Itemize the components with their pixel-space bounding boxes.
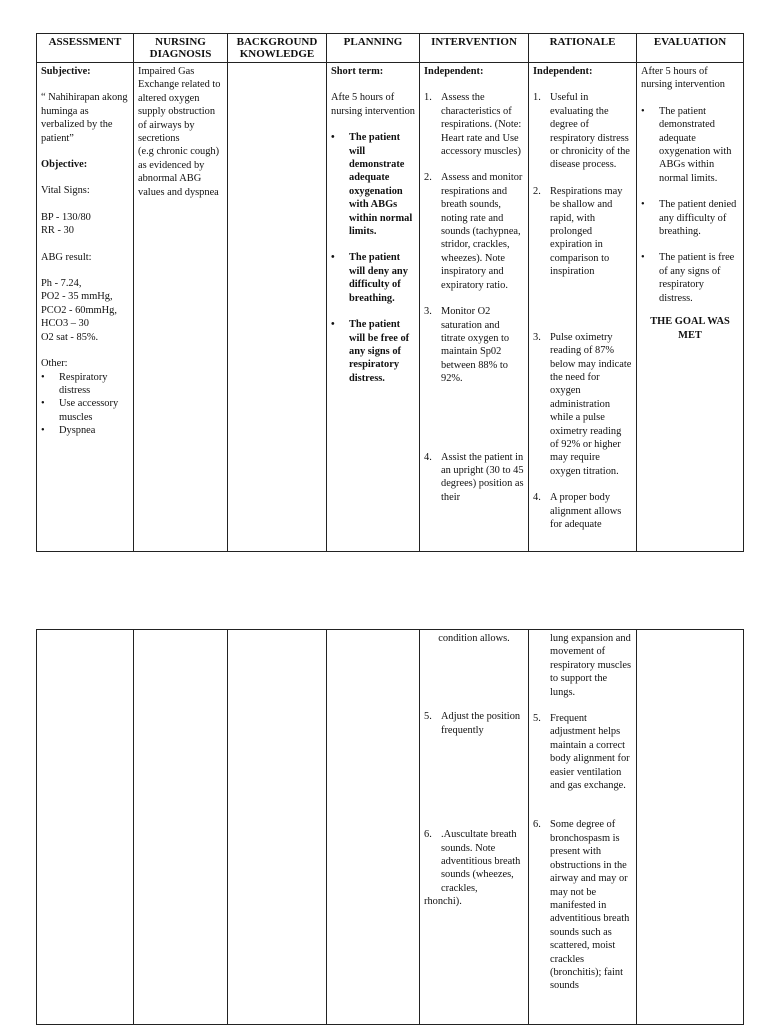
- planning-cell: [327, 630, 420, 1025]
- care-plan-table-page-2: [36, 629, 744, 1025]
- vital-rr: RR - 30: [41, 225, 74, 237]
- abg-ph: Ph - 7.24,: [41, 278, 82, 290]
- evaluation-intro: After 5 hours of nursing intervention: [641, 66, 725, 91]
- diagnosis-example: (e.g chronic cough) as evidenced by abnormal ABG values and dyspnea: [138, 146, 220, 198]
- other-label: Other:: [41, 358, 68, 370]
- rationale-cell: [529, 630, 637, 1025]
- rationale-item: 6. Some degree of bronchospasm is present with obstructions in the airway and may or may not be manifested in adventitious breath sounds such as scattered, moist crackles (bronchitis); faint sounds: [533, 819, 630, 992]
- intervention-item: 6. .Auscultate breath sounds. Note adventitious breath sounds (wheezes, crackles,: [424, 829, 521, 894]
- list-item: • Respiratory distress: [41, 371, 108, 396]
- intervention-item: 2. Assess and monitor respirations and breath sounds, noting rate and sounds (tachypnea, stridor, crackles, wheezes). Note inspiratory and expiratory ratio.: [424, 172, 523, 291]
- body-row-continued: [37, 630, 744, 1025]
- intervention-cell: [420, 63, 529, 552]
- planning-cell: [327, 63, 420, 552]
- col-header-rationale: RATIONALE: [529, 34, 637, 63]
- assessment-cell: [37, 63, 134, 552]
- col-header-assessment: ASSESSMENT: [37, 34, 134, 63]
- abg-o2sat: O2 sat - 85%.: [41, 331, 99, 343]
- nursing-diagnosis-cell: [134, 630, 228, 1025]
- nursing-diagnosis-cell: [134, 63, 228, 552]
- background-knowledge-cell: [228, 63, 327, 552]
- care-plan-table-page-1: [36, 33, 744, 552]
- col-header-evaluation: EVALUATION: [637, 34, 744, 63]
- planning-goal: • The patient will demonstrate adequate oxygenation with ABGs within normal limits.: [331, 132, 413, 238]
- body-row: [37, 63, 744, 552]
- rationale-item: 3. Pulse oximetry reading of 87% below may indicate the need for oxygen administration while a pulse oximetry reading of 92% or higher may require oxygen titration.: [533, 331, 632, 477]
- planning-goal: • The patient will deny any difficulty of breathing.: [331, 252, 408, 304]
- list-item: • Dyspnea: [41, 425, 96, 437]
- vital-bp: BP - 130/80: [41, 211, 91, 223]
- col-header-nursing-diagnosis: NURSING DIAGNOSIS: [134, 34, 228, 63]
- goal-status: THE GOAL WAS MET: [650, 316, 730, 341]
- rationale-item: 5. Frequent adjustment helps maintain a correct body alignment for easier ventilation and gas exchange.: [533, 713, 630, 792]
- intervention-cell: [420, 630, 529, 1025]
- evaluation-item: • The patient is free of any signs of respiratory distress.: [641, 252, 735, 304]
- col-header-planning: PLANNING: [327, 34, 420, 63]
- col-header-intervention: INTERVENTION: [420, 34, 529, 63]
- evaluation-item: • The patient denied any difficulty of breathing.: [641, 199, 737, 238]
- evaluation-cell: [637, 63, 744, 552]
- diagnosis-text: Impaired Gas Exchange related to altered oxygen supply obstruction of airways by secretions: [138, 66, 221, 145]
- intervention-item: 4. Assist the patient in an upright (30 to 45 degrees) position as their: [424, 451, 524, 503]
- list-item: • Use accessory muscles: [41, 398, 119, 423]
- rationale-item: 1. Useful in evaluating the degree of respiratory distress or chronicity of the disease process.: [533, 92, 630, 171]
- objective-label: Objective:: [41, 159, 88, 171]
- abg-po2: PO2 - 35 mmHg,: [41, 291, 113, 303]
- intervention-item: 5. Adjust the position frequently: [424, 711, 521, 736]
- subjective-label: Subjective:: [41, 66, 91, 77]
- abg-hco3: HCO3 – 30: [41, 318, 89, 330]
- rationale-item: 4. A proper body alignment allows for adequate: [533, 492, 622, 530]
- intervention-label: Independent:: [424, 66, 484, 77]
- header-row: [37, 34, 744, 63]
- intervention-item: 1. Assess the characteristics of respirations. (Note: Heart rate and Use accessory muscles): [424, 92, 522, 158]
- rationale-cell: [529, 63, 637, 552]
- abg-label: ABG result:: [41, 251, 92, 263]
- abg-pco2: PCO2 - 60mmHg,: [41, 304, 117, 316]
- intervention-item-continued: condition allows.: [438, 633, 510, 644]
- rationale-item: 2. Respirations may be shallow and rapid, with prolonged expiration in comparison to inspiration: [533, 185, 623, 278]
- col-header-background-knowledge: BACKGROUND KNOWLEDGE: [228, 34, 327, 63]
- background-knowledge-cell: [228, 630, 327, 1025]
- planning-goal: • The patient will be free of any signs of respiratory distress.: [331, 319, 410, 384]
- subjective-quote: “ Nahihirapan akong huminga as verbalized by the patient”: [41, 92, 128, 144]
- rationale-label: Independent:: [533, 66, 593, 77]
- evaluation-cell: [637, 630, 744, 1025]
- planning-label: Short term:: [331, 66, 384, 77]
- intervention-item-tail: rhonchi).: [424, 896, 462, 908]
- rationale-item-continued: lung expansion and movement of respiratory muscles to support the lungs.: [550, 633, 632, 698]
- planning-intro: Afte 5 hours of nursing intervention: [331, 92, 415, 117]
- intervention-item: 3. Monitor O2 saturation and titrate oxygen to maintain Sp02 between 88% to 92%.: [424, 306, 510, 385]
- assessment-cell: [37, 630, 134, 1025]
- vital-signs-label: Vital Signs:: [41, 185, 90, 197]
- evaluation-item: • The patient demonstrated adequate oxygenation with ABGs within normal limits.: [641, 105, 732, 184]
